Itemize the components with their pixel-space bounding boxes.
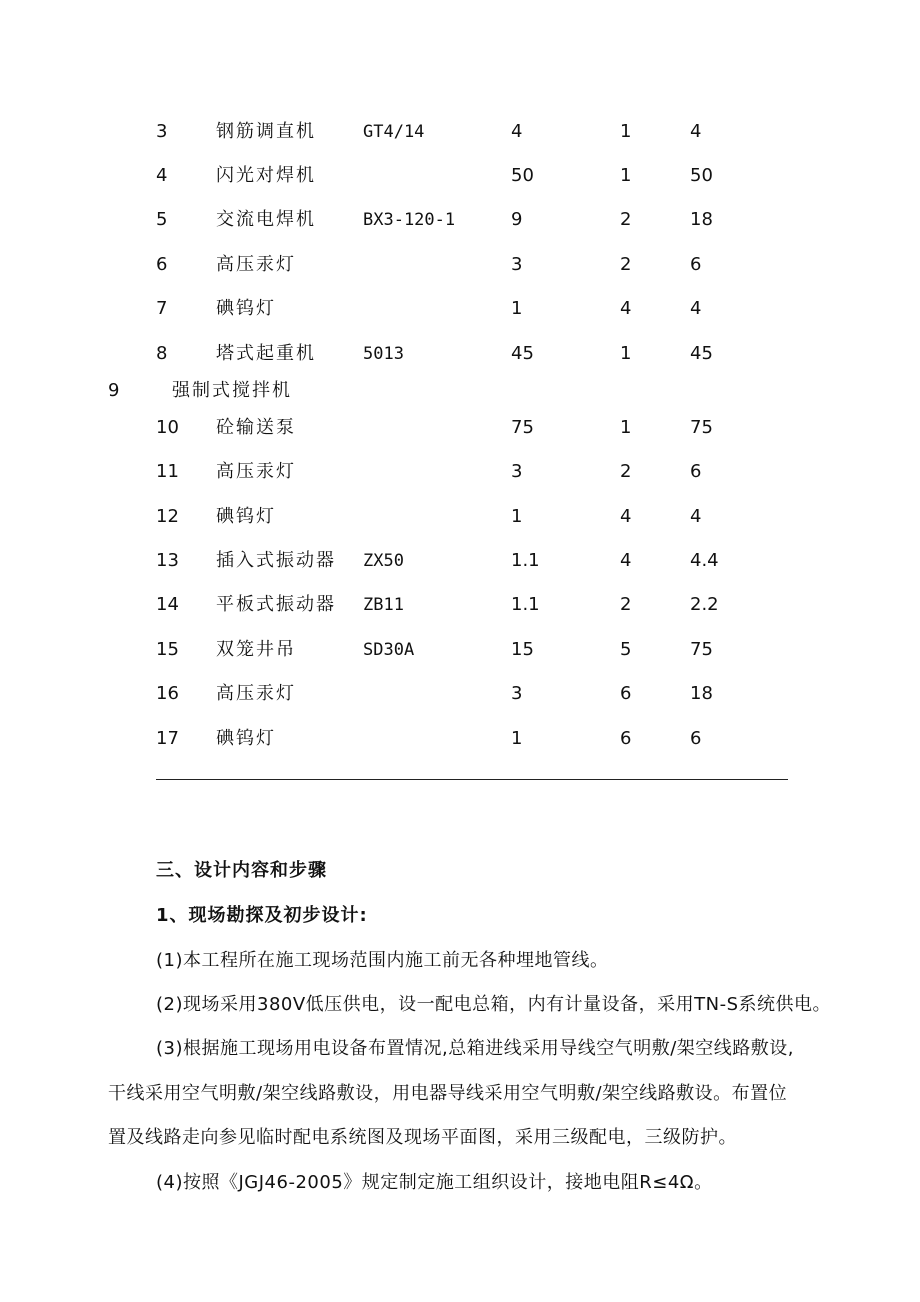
total-power: 4 (690, 298, 702, 319)
equipment-model: GT4/14 (363, 122, 425, 142)
equipment-name: 碘钨灯 (216, 728, 276, 749)
table-row (0, 117, 920, 147)
paragraph-3-line-3: 置及线路走向参见临时配电系统图及现场平面图，采用三级配电，三级防护。 (108, 1127, 737, 1148)
total-power: 6 (690, 728, 702, 749)
rated-power: 50 (511, 165, 534, 186)
table-row (0, 294, 920, 324)
total-power: 4 (690, 506, 702, 527)
total-power: 4.4 (690, 550, 719, 571)
row-number: 6 (156, 254, 168, 275)
equipment-model: ZX50 (363, 551, 404, 571)
equipment-model: 5013 (363, 344, 404, 364)
table-row (0, 413, 920, 443)
paragraph-2: (2)现场采用380V低压供电，设一配电总箱，内有计量设备，采用TN-S系统供电。 (156, 994, 832, 1015)
table-row (0, 376, 920, 406)
quantity: 2 (620, 594, 632, 615)
total-power: 2.2 (690, 594, 719, 615)
table-row (0, 679, 920, 709)
rated-power: 3 (511, 254, 523, 275)
total-power: 75 (690, 639, 713, 660)
equipment-name: 砼输送泵 (216, 417, 296, 438)
equipment-name: 高压汞灯 (216, 461, 296, 482)
table-row (0, 724, 920, 754)
table-bottom-rule (156, 779, 788, 780)
rated-power: 1 (511, 298, 523, 319)
rated-power: 15 (511, 639, 534, 660)
rated-power: 3 (511, 461, 523, 482)
rated-power: 75 (511, 417, 534, 438)
equipment-name: 平板式振动器 (216, 594, 336, 615)
quantity: 4 (620, 506, 632, 527)
paragraph-3-line-2: 干线采用空气明敷/架空线路敷设，用电器导线采用空气明敷/架空线路敷设。布置位 (108, 1083, 788, 1104)
table-row (0, 635, 920, 665)
total-power: 75 (690, 417, 713, 438)
total-power: 45 (690, 343, 713, 364)
quantity: 6 (620, 728, 632, 749)
quantity: 4 (620, 298, 632, 319)
total-power: 6 (690, 254, 702, 275)
section-title: 三、设计内容和步骤 (156, 860, 327, 881)
total-power: 18 (690, 683, 713, 704)
rated-power: 3 (511, 683, 523, 704)
table-row (0, 205, 920, 235)
equipment-model: BX3-120-1 (363, 210, 456, 230)
table-row (0, 457, 920, 487)
row-number: 4 (156, 165, 168, 186)
table-row (0, 546, 920, 576)
row-number: 15 (156, 639, 179, 660)
quantity: 5 (620, 639, 632, 660)
equipment-model: ZB11 (363, 595, 404, 615)
quantity: 6 (620, 683, 632, 704)
row-number: 13 (156, 550, 179, 571)
equipment-name: 闪光对焊机 (216, 165, 316, 186)
table-row (0, 250, 920, 280)
row-number: 7 (156, 298, 168, 319)
rated-power: 1 (511, 728, 523, 749)
equipment-name: 碘钨灯 (216, 506, 276, 527)
equipment-name: 塔式起重机 (216, 343, 316, 364)
equipment-name: 强制式搅拌机 (172, 380, 292, 401)
quantity: 1 (620, 121, 632, 142)
equipment-name: 交流电焊机 (216, 209, 316, 230)
equipment-name: 钢筋调直机 (216, 121, 316, 142)
table-row (0, 161, 920, 191)
quantity: 1 (620, 343, 632, 364)
row-number: 12 (156, 506, 179, 527)
equipment-name: 双笼井吊 (216, 639, 296, 660)
quantity: 1 (620, 417, 632, 438)
total-power: 4 (690, 121, 702, 142)
rated-power: 1.1 (511, 594, 540, 615)
rated-power: 1.1 (511, 550, 540, 571)
section-subtitle: 1、现场勘探及初步设计: (156, 905, 368, 926)
equipment-model: SD30A (363, 640, 415, 660)
row-number: 3 (156, 121, 168, 142)
row-number: 5 (156, 209, 168, 230)
row-number: 8 (156, 343, 168, 364)
total-power: 18 (690, 209, 713, 230)
row-number: 11 (156, 461, 179, 482)
equipment-name: 高压汞灯 (216, 683, 296, 704)
quantity: 2 (620, 209, 632, 230)
row-number: 17 (156, 728, 179, 749)
table-row (0, 339, 920, 369)
equipment-name: 插入式振动器 (216, 550, 336, 571)
row-number: 16 (156, 683, 179, 704)
quantity: 1 (620, 165, 632, 186)
rated-power: 1 (511, 506, 523, 527)
rated-power: 9 (511, 209, 523, 230)
row-number: 10 (156, 417, 179, 438)
table-row (0, 502, 920, 532)
table-row (0, 590, 920, 620)
rated-power: 4 (511, 121, 523, 142)
total-power: 6 (690, 461, 702, 482)
quantity: 2 (620, 254, 632, 275)
equipment-name: 高压汞灯 (216, 254, 296, 275)
paragraph-4: (4)按照《JGJ46-2005》规定制定施工组织设计，接地电阻R≤4Ω。 (156, 1172, 713, 1193)
rated-power: 45 (511, 343, 534, 364)
quantity: 4 (620, 550, 632, 571)
total-power: 50 (690, 165, 713, 186)
row-number: 9 (108, 380, 120, 401)
paragraph-3-line-1: (3)根据施工现场用电设备布置情况,总箱进线采用导线空气明敷/架空线路敷设, (156, 1038, 795, 1059)
equipment-name: 碘钨灯 (216, 298, 276, 319)
row-number: 14 (156, 594, 179, 615)
paragraph-1: (1)本工程所在施工现场范围内施工前无各种埋地管线。 (156, 950, 609, 971)
quantity: 2 (620, 461, 632, 482)
